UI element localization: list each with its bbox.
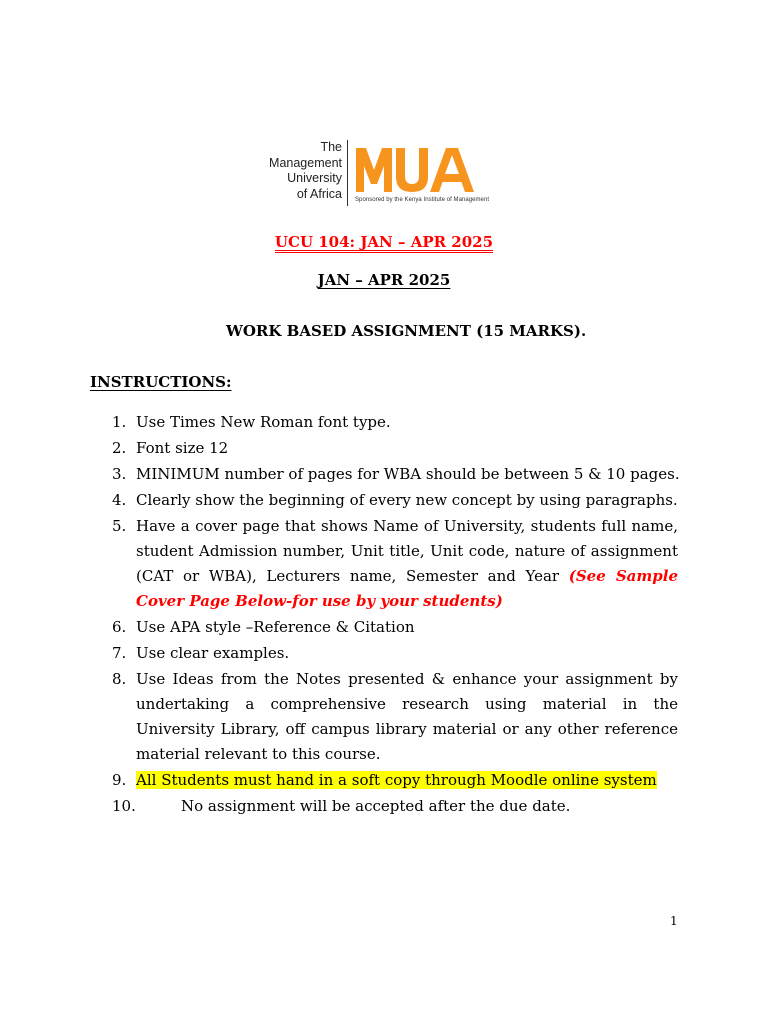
list-item-number: 3. [112, 465, 127, 483]
university-logo [262, 138, 502, 212]
list-item-text: Have a cover page that shows Name of University, students full name, student Admission number, Unit title, Unit code, nature of assignment (CAT or WBA), Lecturers name, Semester and Year [136, 517, 678, 585]
list-item [112, 410, 678, 435]
list-item-text: Use Times New Roman font type. [136, 413, 391, 431]
list-item-text-wrapper [136, 514, 678, 614]
page-number: 1 [670, 914, 678, 928]
highlighted-text: All Students must hand in a soft copy through Moodle online system [136, 771, 657, 789]
list-item-number: 2. [112, 439, 127, 457]
logo-divider [347, 140, 348, 206]
list-item-text: Use clear examples. [136, 644, 290, 662]
list-item-number: 1. [112, 413, 127, 431]
list-item [112, 615, 678, 640]
list-item-number: 8. [112, 670, 127, 688]
list-item-number: 5. [112, 517, 127, 535]
list-item [112, 641, 678, 666]
logo-tagline: Sponsored by the Kenya Institute of Management [355, 197, 490, 203]
list-item [112, 436, 678, 461]
list-item-number: 7. [112, 644, 127, 662]
list-item [112, 488, 678, 513]
instructions-list [112, 410, 678, 820]
list-item-text: MINIMUM number of pages for WBA should be between 5 & 10 pages. [136, 465, 680, 483]
list-item [112, 462, 678, 487]
list-item [112, 768, 678, 793]
list-item [112, 794, 678, 819]
mua-logo-mark [354, 142, 484, 194]
course-title: UCU 104: JAN – APR 2025 [274, 233, 494, 251]
list-item-number: 6. [112, 618, 127, 636]
logo-line: Management [269, 155, 342, 170]
list-item [112, 667, 678, 767]
logo-wordmark [269, 140, 342, 202]
list-item-text: Use APA style –Reference & Citation [136, 618, 415, 636]
list-item-number: 4. [112, 491, 127, 509]
assignment-title: WORK BASED ASSIGNMENT (15 MARKS). [226, 322, 587, 340]
logo-line: The [320, 140, 342, 154]
term-title: JAN – APR 2025 [317, 271, 451, 289]
list-item-text: No assignment will be accepted after the due date. [181, 797, 571, 815]
cover-page-note: (See Sample Cover Page Below-for use by your students) [136, 567, 678, 610]
list-item [112, 514, 678, 614]
list-item-number: 10. [112, 797, 136, 815]
instructions-heading: INSTRUCTIONS: [90, 373, 232, 391]
list-item-text: Font size 12 [136, 439, 229, 457]
logo-line: University [287, 171, 342, 185]
list-item-number: 9. [112, 771, 127, 789]
list-item-text-wrapper [136, 768, 678, 793]
logo-line: of Africa [296, 186, 342, 201]
list-item-text: Use Ideas from the Notes presented & enhance your assignment by undertaking a comprehensive research using material in the University Library, off campus library material or any other reference material relevant to this course. [136, 670, 678, 763]
list-item-text: Clearly show the beginning of every new concept by using paragraphs. [136, 491, 678, 509]
